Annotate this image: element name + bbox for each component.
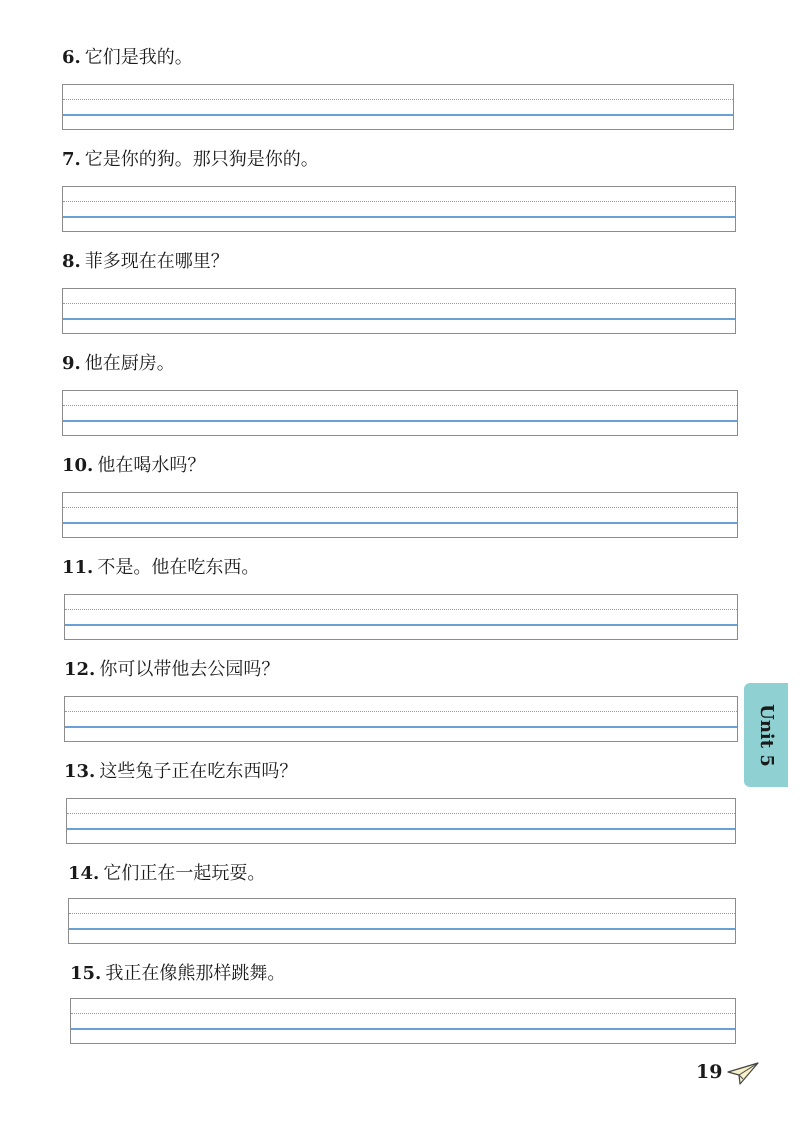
guide-baseline xyxy=(63,522,737,524)
answer-box-6[interactable] xyxy=(62,84,734,130)
question-8 xyxy=(62,250,229,274)
question-number: 14. xyxy=(68,863,100,884)
question-6 xyxy=(62,46,193,70)
guide-dotted-line xyxy=(65,609,737,610)
guide-baseline xyxy=(65,624,737,626)
guide-baseline xyxy=(63,216,735,218)
guide-baseline xyxy=(67,828,735,830)
question-9 xyxy=(62,352,175,376)
question-number: 13. xyxy=(64,761,96,782)
answer-box-13[interactable] xyxy=(66,798,736,844)
unit-label: Unit 5 xyxy=(755,703,777,767)
guide-baseline xyxy=(63,114,733,116)
guide-dotted-line xyxy=(67,813,735,814)
question-7 xyxy=(62,148,319,172)
question-number: 11. xyxy=(62,557,94,578)
question-number: 12. xyxy=(64,659,96,680)
paper-plane-icon xyxy=(726,1060,760,1086)
question-text: 你可以带他去公园吗？ xyxy=(99,659,280,680)
question-13 xyxy=(64,760,297,784)
question-14 xyxy=(68,862,265,886)
question-number: 9. xyxy=(62,353,81,374)
guide-baseline xyxy=(71,1028,735,1030)
guide-dotted-line xyxy=(63,303,735,304)
question-text: 它是你的狗。那只狗是你的。 xyxy=(84,149,319,170)
question-12 xyxy=(64,658,279,682)
unit-side-tab xyxy=(744,683,788,787)
question-15 xyxy=(70,962,285,986)
answer-box-8[interactable] xyxy=(62,288,736,334)
question-10 xyxy=(62,454,205,478)
question-11 xyxy=(62,556,259,580)
question-text: 菲多现在在哪里？ xyxy=(84,251,229,272)
answer-box-12[interactable] xyxy=(64,696,738,742)
answer-box-15[interactable] xyxy=(70,998,736,1044)
question-number: 6. xyxy=(62,47,81,68)
guide-dotted-line xyxy=(65,711,737,712)
guide-baseline xyxy=(63,420,737,422)
guide-baseline xyxy=(69,928,735,930)
guide-baseline xyxy=(63,318,735,320)
question-text: 它们是我的。 xyxy=(84,47,193,68)
question-text: 我正在像熊那样跳舞。 xyxy=(105,963,286,984)
question-text: 这些兔子正在吃东西吗？ xyxy=(99,761,298,782)
question-text: 他在厨房。 xyxy=(84,353,175,374)
question-number: 10. xyxy=(62,455,94,476)
page-number: 19 xyxy=(696,1061,723,1083)
question-number: 7. xyxy=(62,149,81,170)
answer-box-14[interactable] xyxy=(68,898,736,944)
question-text: 他在喝水吗？ xyxy=(97,455,206,476)
guide-dotted-line xyxy=(63,507,737,508)
answer-box-7[interactable] xyxy=(62,186,736,232)
answer-box-11[interactable] xyxy=(64,594,738,640)
guide-dotted-line xyxy=(63,405,737,406)
guide-dotted-line xyxy=(63,201,735,202)
guide-dotted-line xyxy=(63,99,733,100)
guide-dotted-line xyxy=(69,913,735,914)
question-number: 8. xyxy=(62,251,81,272)
answer-box-9[interactable] xyxy=(62,390,738,436)
question-text: 不是。他在吃东西。 xyxy=(97,557,260,578)
question-text: 它们正在一起玩耍。 xyxy=(103,863,266,884)
question-number: 15. xyxy=(70,963,102,984)
guide-baseline xyxy=(65,726,737,728)
answer-box-10[interactable] xyxy=(62,492,738,538)
guide-dotted-line xyxy=(71,1013,735,1014)
